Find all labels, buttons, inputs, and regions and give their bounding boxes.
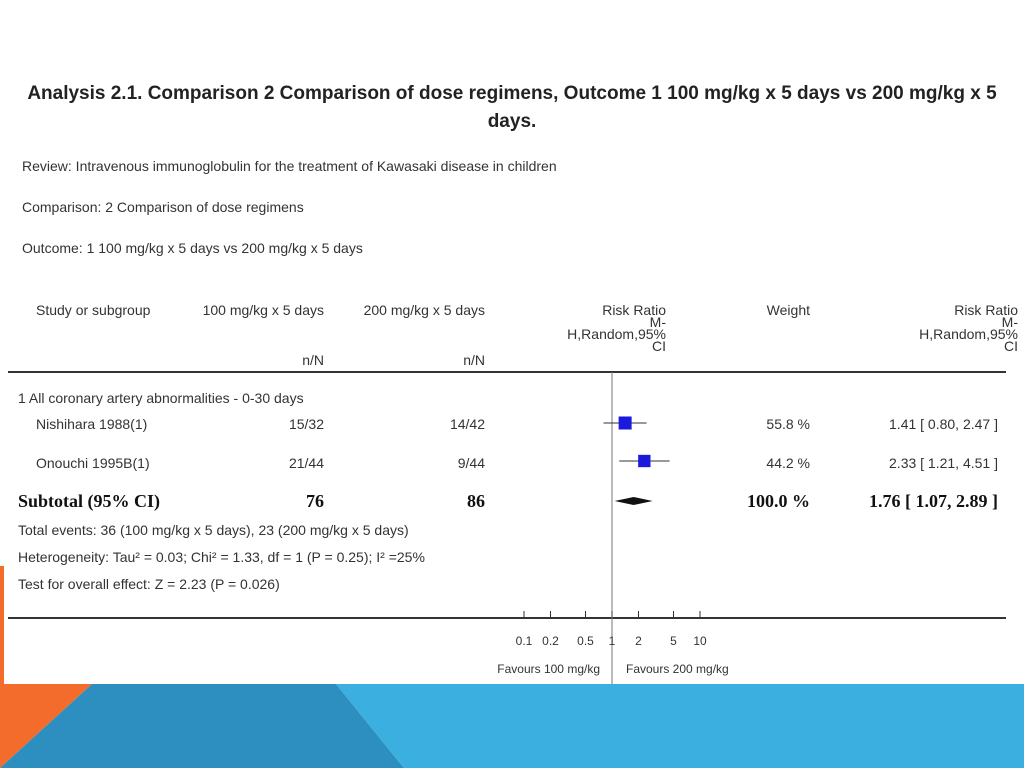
- header-rr-l3: H,Random,95%: [919, 326, 1018, 342]
- heterogeneity: Heterogeneity: Tau² = 0.03; Chi² = 1.33, df = 1 (P = 0.25); I² =25%: [18, 549, 425, 565]
- study-group2-count: 14/42: [449, 416, 485, 432]
- axis-tick-label: 5: [670, 634, 677, 648]
- header-nN-1: n/N: [302, 352, 324, 368]
- study-name: Nishihara 1988(1): [36, 416, 148, 432]
- subtotal-group1: 76: [306, 491, 324, 511]
- overall-effect: Test for overall effect: Z = 2.23 (P = 0.026): [18, 576, 280, 592]
- outcome-line: Outcome: 1 100 mg/kg x 5 days vs 200 mg/kg x 5 days: [22, 240, 363, 256]
- header-group2: 200 mg/kg x 5 days: [363, 302, 485, 318]
- header-rr-plot-l4: CI: [652, 338, 666, 354]
- header-nN-2: n/N: [463, 352, 485, 368]
- header-rr-l2: M-: [1001, 314, 1018, 330]
- decor-light-blue-shape: [336, 684, 1024, 768]
- subtotal-weight: 100.0 %: [747, 491, 810, 511]
- subtotal-group2: 86: [467, 491, 485, 511]
- header-rr-l4: CI: [1004, 338, 1018, 354]
- header-rr-plot-l1: Risk Ratio: [602, 302, 666, 318]
- study-name: Onouchi 1995B(1): [36, 455, 150, 471]
- pooled-effect-diamond: [615, 497, 653, 505]
- study-effect-marker: [619, 417, 632, 430]
- comparison-line: Comparison: 2 Comparison of dose regimens: [22, 199, 304, 215]
- study-rr-text: 2.33 [ 1.21, 4.51 ]: [889, 455, 998, 471]
- header-rr-l1: Risk Ratio: [954, 302, 1018, 318]
- study-group1-count: 21/44: [288, 455, 324, 471]
- subgroup-label: 1 All coronary artery abnormalities - 0-30 days: [18, 390, 304, 406]
- study-weight: 44.2 %: [766, 455, 810, 471]
- review-line: Review: Intravenous immunoglobulin for the treatment of Kawasaki disease in children: [22, 158, 557, 174]
- accent-bar-left: [0, 566, 4, 684]
- header-study: Study or subgroup: [36, 302, 151, 318]
- title-line-1: Analysis 2.1. Comparison 2 Comparison of dose regimens, Outcome 1 100 mg/kg x 5 days vs 200 mg/kg x 5: [27, 83, 997, 104]
- favours-left-label: Favours 100 mg/kg: [497, 662, 600, 676]
- header-rr-plot-l3: H,Random,95%: [567, 326, 666, 342]
- header-rr-plot-l2: M-: [649, 314, 666, 330]
- total-events: Total events: 36 (100 mg/kg x 5 days), 23 (200 mg/kg x 5 days): [18, 522, 409, 538]
- axis-tick-label: 0.1: [515, 634, 533, 648]
- axis-tick-label: 2: [635, 634, 642, 648]
- study-weight: 55.8 %: [766, 416, 810, 432]
- subtotal-rr-text: 1.76 [ 1.07, 2.89 ]: [869, 491, 998, 511]
- study-group2-count: 9/44: [457, 455, 485, 471]
- study-group1-count: 15/32: [288, 416, 324, 432]
- decorative-band: [0, 684, 1024, 768]
- header-weight: Weight: [766, 302, 810, 318]
- subtotal-label: Subtotal (95% CI): [18, 491, 161, 511]
- study-effect-marker: [638, 455, 650, 467]
- axis-tick-label: 0.5: [577, 634, 594, 648]
- header-group1: 100 mg/kg x 5 days: [202, 302, 324, 318]
- study-rr-text: 1.41 [ 0.80, 2.47 ]: [889, 416, 998, 432]
- axis-tick-label: 0.2: [542, 634, 559, 648]
- favours-right-label: Favours 200 mg/kg: [626, 662, 729, 676]
- title-line-2: days.: [487, 111, 537, 132]
- axis-tick-label: 1: [608, 634, 616, 648]
- axis-tick-label: 10: [693, 634, 707, 648]
